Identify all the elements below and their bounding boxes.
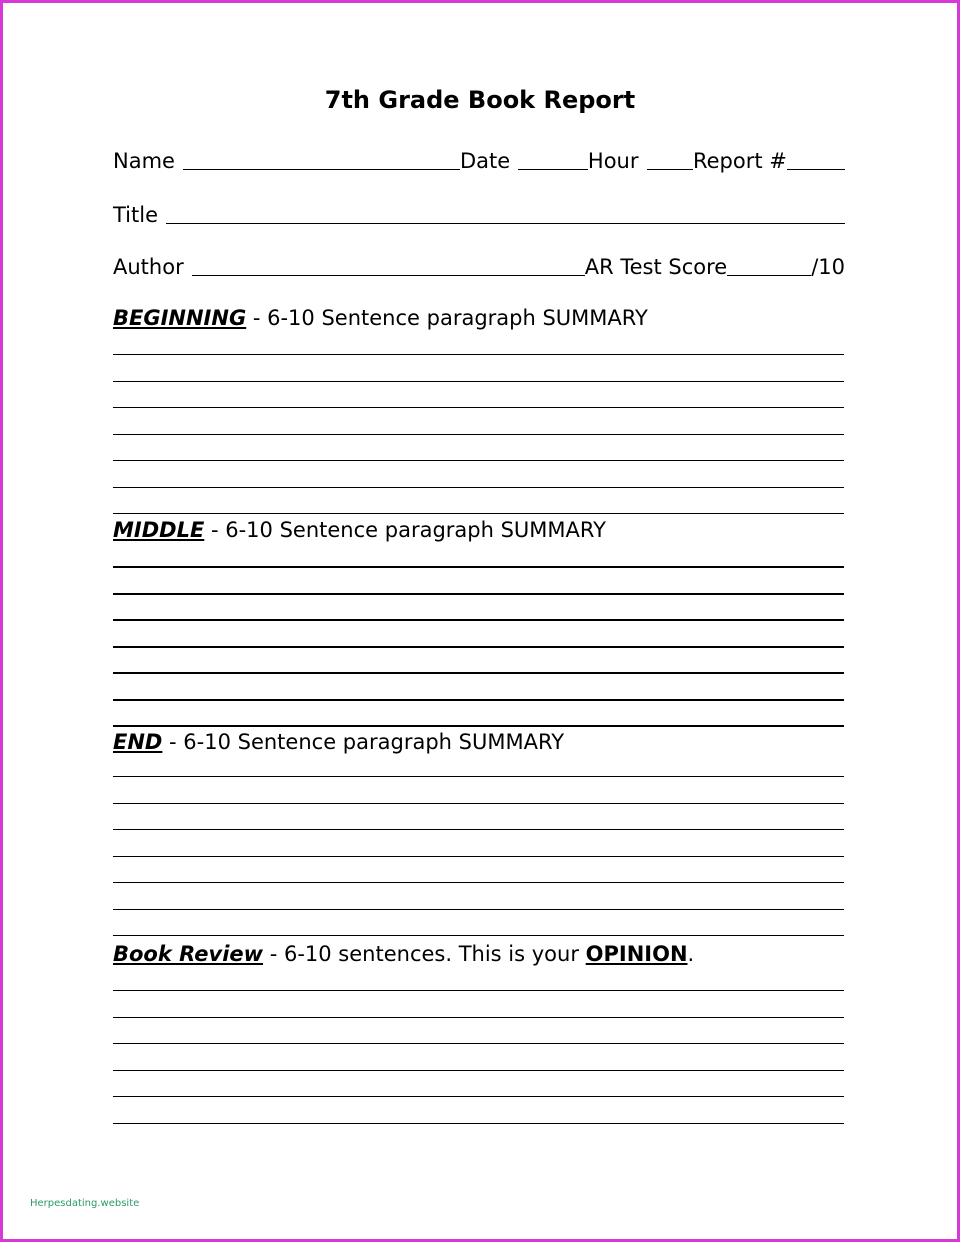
- footer-watermark: Herpesdating.website: [30, 1198, 140, 1209]
- writing-line[interactable]: [113, 990, 844, 991]
- book-review-heading: [113, 940, 845, 968]
- book-review-key: Book Review: [113, 942, 264, 966]
- ar-test-score-field[interactable]: [727, 275, 811, 276]
- opinion-emphasis: OPINION: [585, 942, 688, 966]
- writing-line[interactable]: [113, 619, 844, 621]
- writing-line[interactable]: [113, 882, 844, 883]
- writing-line[interactable]: [113, 1123, 844, 1124]
- date-label: Date: [459, 149, 511, 173]
- writing-line[interactable]: [113, 593, 844, 595]
- writing-line[interactable]: [113, 513, 844, 514]
- beginning-key: BEGINNING: [113, 306, 247, 330]
- writing-line[interactable]: [113, 460, 844, 461]
- author-row: [113, 252, 845, 280]
- beginning-desc: - 6-10 Sentence paragraph SUMMARY: [246, 306, 648, 330]
- report-number-field[interactable]: [787, 169, 845, 170]
- writing-line[interactable]: [113, 935, 844, 936]
- writing-line[interactable]: [113, 725, 844, 727]
- title-row: [113, 200, 845, 228]
- end-heading: [113, 728, 845, 756]
- middle-desc: - 6-10 Sentence paragraph SUMMARY: [204, 518, 606, 542]
- name-label: Name: [113, 149, 175, 173]
- author-label: Author: [113, 255, 184, 279]
- writing-line[interactable]: [113, 434, 844, 435]
- beginning-heading: [113, 304, 845, 332]
- ar-test-score-max: /10: [811, 255, 845, 279]
- writing-line[interactable]: [113, 407, 844, 408]
- writing-line[interactable]: [113, 856, 844, 857]
- page-title: 7th Grade Book Report: [324, 86, 636, 114]
- writing-line[interactable]: [113, 699, 844, 701]
- writing-line[interactable]: [113, 566, 844, 568]
- writing-line[interactable]: [113, 803, 844, 804]
- writing-line[interactable]: [113, 776, 844, 777]
- writing-line[interactable]: [113, 1017, 844, 1018]
- title-field[interactable]: [166, 223, 845, 224]
- title-label: Title: [113, 203, 159, 227]
- book-review-desc: - 6-10 sentences. This is your: [263, 942, 586, 966]
- writing-line[interactable]: [113, 909, 844, 910]
- ar-test-score-label: AR Test Score: [584, 255, 728, 279]
- writing-line[interactable]: [113, 1096, 844, 1097]
- writing-line[interactable]: [113, 829, 844, 830]
- book-review-tail: .: [687, 942, 695, 966]
- writing-line[interactable]: [113, 646, 844, 648]
- writing-line[interactable]: [113, 487, 844, 488]
- author-field[interactable]: [192, 275, 585, 276]
- writing-line[interactable]: [113, 1043, 844, 1044]
- date-field[interactable]: [518, 169, 588, 170]
- writing-line[interactable]: [113, 672, 844, 674]
- hour-label: Hour: [587, 149, 639, 173]
- report-number-label: Report #: [692, 149, 787, 173]
- writing-line[interactable]: [113, 381, 844, 382]
- end-desc: - 6-10 Sentence paragraph SUMMARY: [162, 730, 565, 754]
- name-date-row: [113, 146, 845, 174]
- writing-line[interactable]: [113, 354, 844, 355]
- name-field[interactable]: [183, 169, 460, 170]
- middle-key: MIDDLE: [113, 518, 205, 542]
- writing-line[interactable]: [113, 1070, 844, 1071]
- hour-field[interactable]: [647, 169, 693, 170]
- end-key: END: [113, 730, 163, 754]
- middle-heading: [113, 516, 845, 544]
